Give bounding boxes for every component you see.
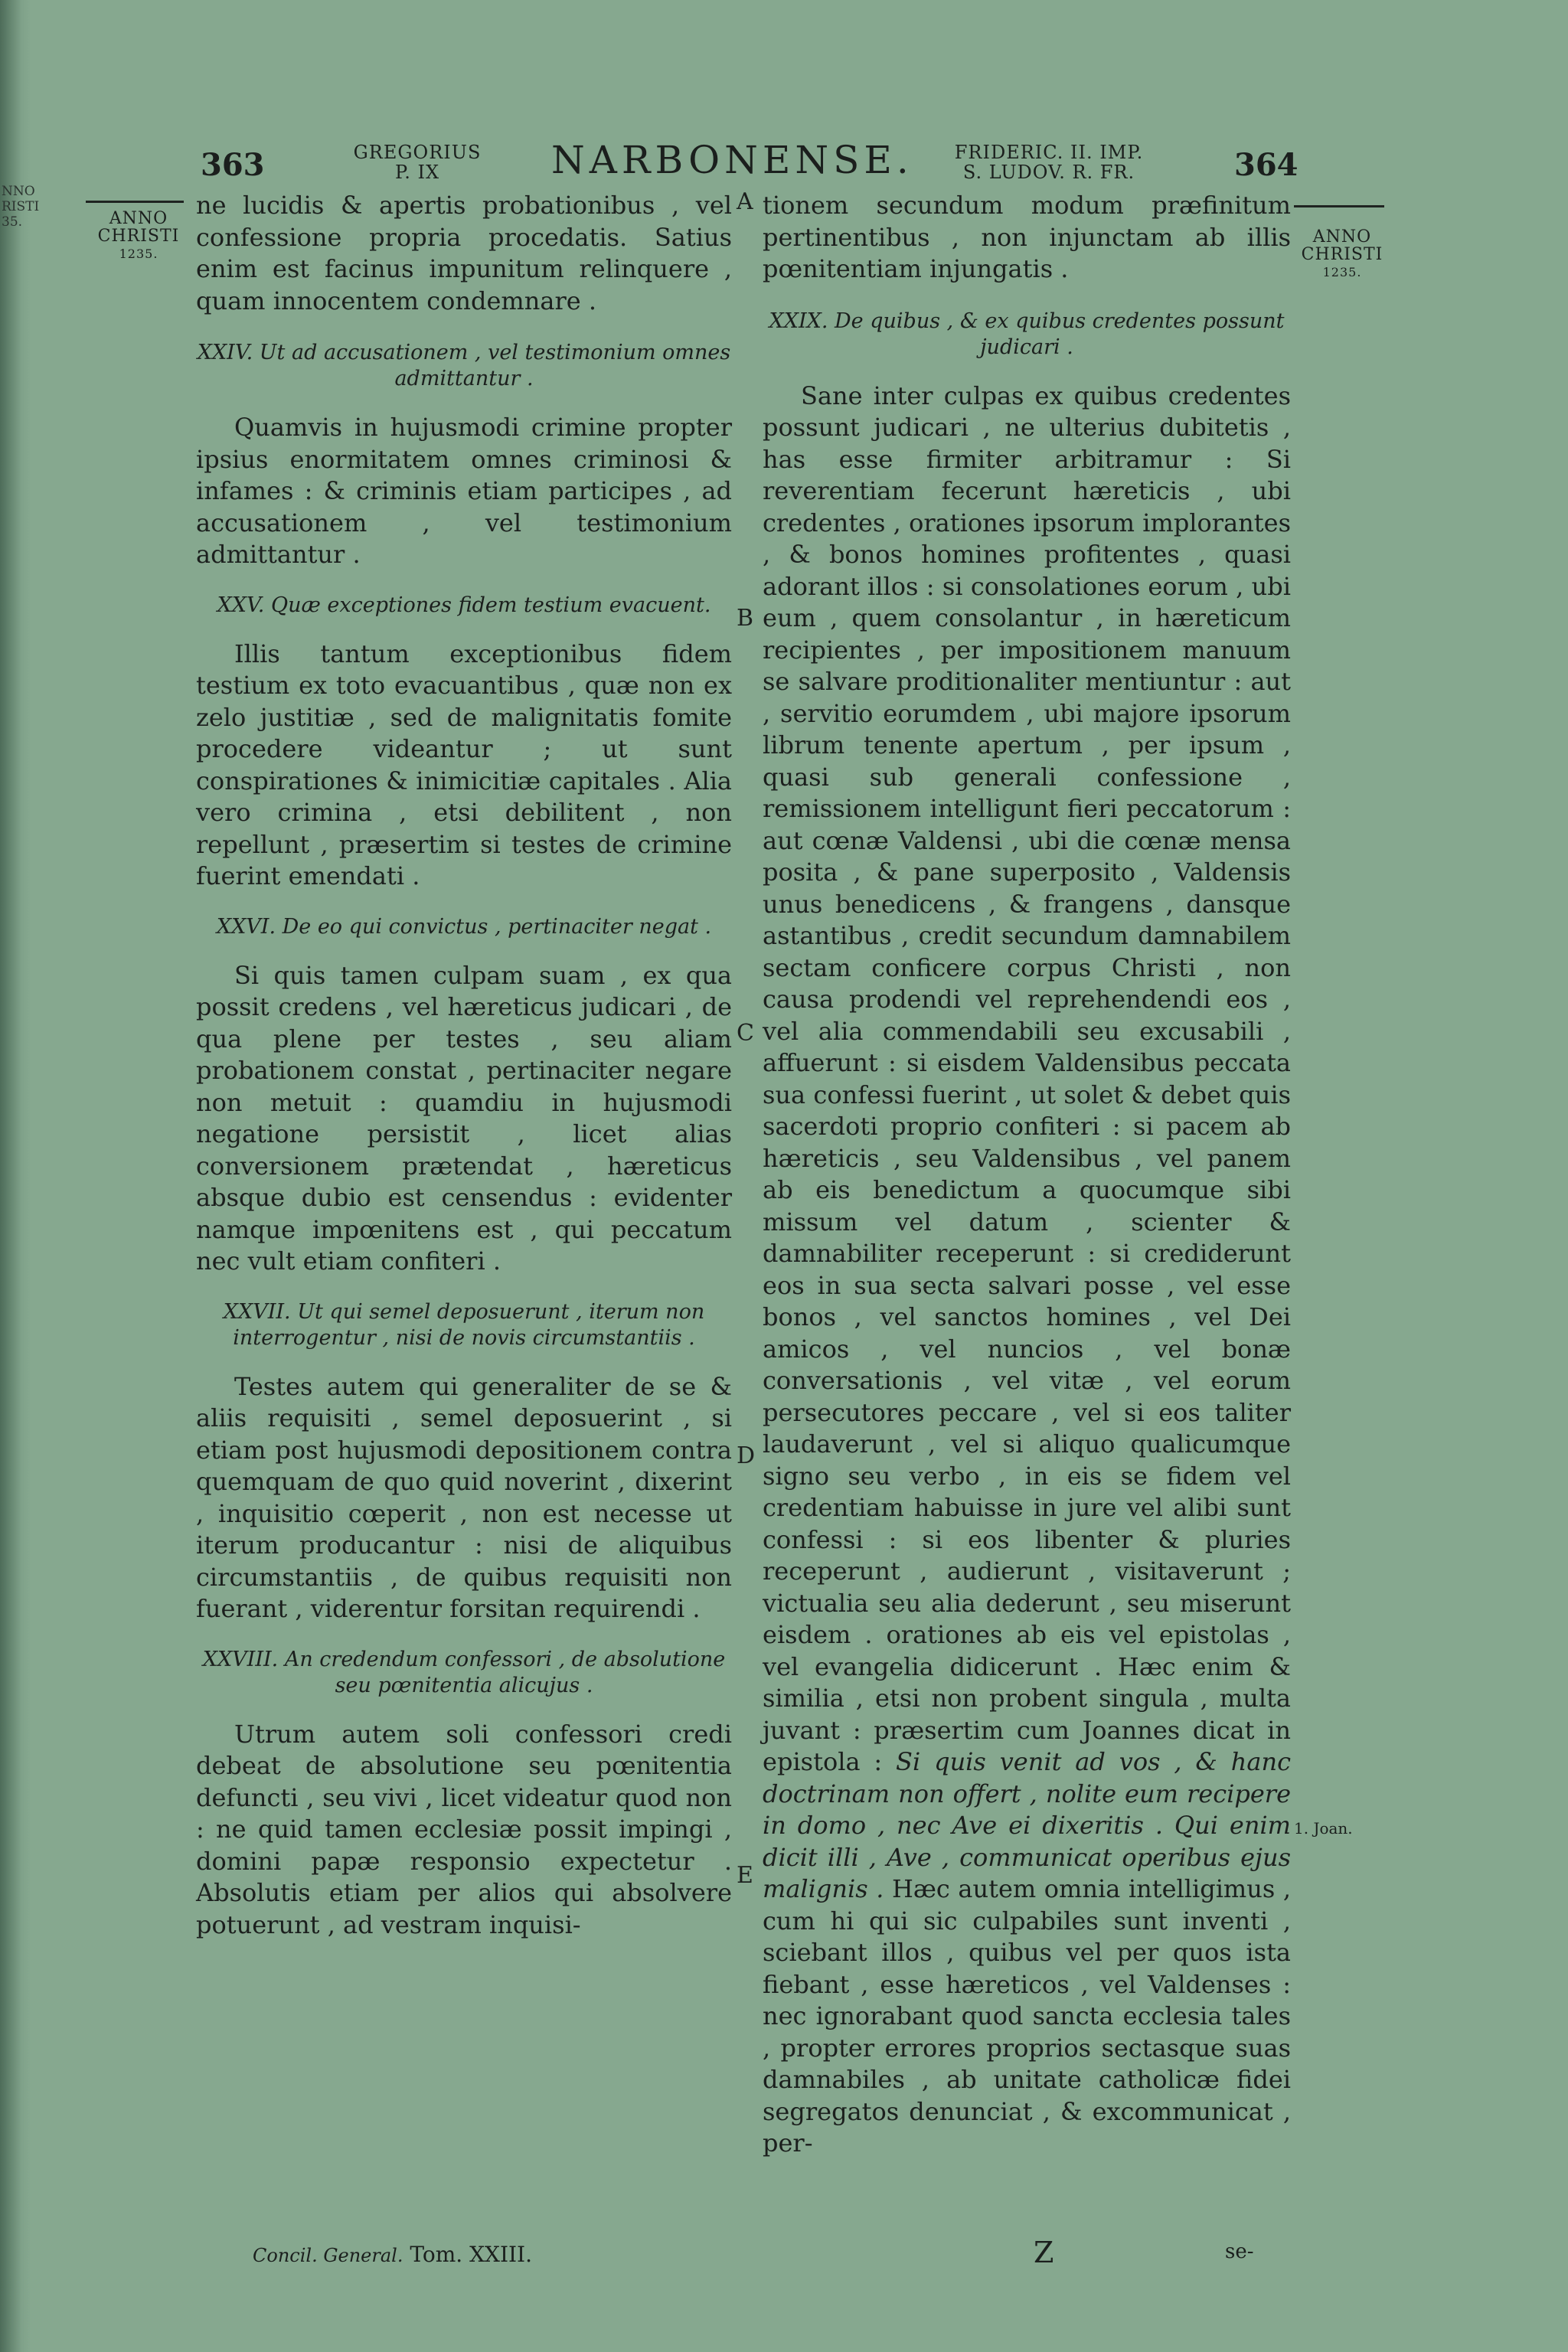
- section-letter-d: D: [737, 1442, 756, 1469]
- left-margin-year-note: ANNO CHRISTI 1235.: [97, 209, 180, 261]
- chapter-heading-xxv: XXV. Quæ exceptiones fidem testium evacuent.: [217, 593, 711, 617]
- paragraph: tionem secundum modum præfinitum pertinentibus , non injunctam ab illis pœnitentiam injungatis .: [763, 191, 1291, 283]
- section-letter-e: E: [737, 1862, 753, 1889]
- chapter-heading-xxix: XXIX. De quibus , & ex quibus credentes possunt judicari .: [769, 309, 1285, 359]
- left-column: [196, 190, 732, 1941]
- running-header: [0, 0, 1568, 191]
- page-title: NARBONENSE.: [551, 138, 913, 182]
- left-page-number: 363: [201, 147, 265, 183]
- right-margin-rule: [1294, 205, 1384, 207]
- paragraph: ne lucidis & apertis probationibus , vel confessione propria procedatis. Satius enim est facinus impunitum relinquere , quam innocentem condemnare .: [196, 191, 732, 315]
- right-page-number: 364: [1234, 147, 1298, 183]
- paragraph: Quamvis in hujusmodi crimine propter ipsius enormitatem omnes criminosi & infames : & criminis etiam participes , ad accusationem , vel testimonium admittantur .: [196, 413, 732, 569]
- previous-page-margin-fragment: NNO RISTI 35.: [2, 184, 40, 230]
- scripture-quote: Si quis venit ad vos , & hanc doctrinam non offert , nolite eum recipere in domo , nec Ave ei dixeritis . Qui enim dicit illi , Ave , communicat operibus ejus malignis .: [763, 1747, 1291, 1903]
- right-running-head: FRIDERIC. II. IMP. S. LUDOV. R. FR.: [954, 142, 1144, 183]
- chapter-heading-xxvi: XXVI. De eo qui convictus , pertinaciter negat .: [216, 914, 712, 939]
- chapter-heading-xxiv: XXIV. Ut ad accusationem , vel testimonium omnes admittantur .: [197, 341, 731, 390]
- catchword: se-: [1225, 2240, 1254, 2263]
- paragraph: Illis tantum exceptionibus fidem testium ex toto evacuantibus , quæ non ex zelo justitiæ , sed de malignitatis fomite procedere videantur ; ut sunt conspirationes & inimicitiæ capitales . Alia vero crimina , etsi debilitent , non repellunt , præsertim si testes de crimine fuerint emendati .: [196, 639, 732, 890]
- paragraph: Utrum autem soli confessori credi debeat de absolutione seu pœnitentia defuncti , seu vivi , licet videatur quod non : ne quid tamen ecclesiæ possit impingi , domini papæ responsio expectetur . Absolutis etiam per alios qui absolvere potuerunt , ad vestram inquisi-: [196, 1719, 732, 1939]
- left-margin-rule: [86, 201, 184, 203]
- scripture-reference: 1. Joan.: [1294, 1819, 1353, 1838]
- page-footer: Concil. General. Tom. XXIII.: [253, 2242, 533, 2267]
- paragraph: Sane inter culpas ex quibus credentes possunt judicari , ne ulterius dubitetis , has esse firmiter arbitramur : Si reverentiam fecerunt hæreticis , ubi credentes , orationes ipsorum implorantes , & bonos homines profitentes , quasi adorant illos : si consolationes eorum , ubi eum , quem consolantur , in hæreticum recipientes , per impositionem manuum se salvare proditionaliter mentiuntur : aut , servitio eorumdem , ubi majore ipsorum librum tenente apertum , per ipsum , quasi sub generali confessione , remissionem intelligunt fieri peccatorum : aut cœnæ Valdensi , ubi die cœnæ mensa posita , & pane superposito , Valdensis unus benedicens , & frangens , dansque astantibus , credit secundum damnabilem sectam conficere corpus Christi , non causa prodendi vel reprehendendi eos , vel alia commendabili seu excusabili , affuerunt : si eisdem Valdensibus peccata sua confessi fuerint , ut solet & debet quis sacerdoti proprio confiteri : si pacem ab hæreticis , seu Valdensibus , vel panem ab eis benedictum a quocumque sibi missum vel datum , scienter & damnabiliter receperunt : si crediderunt eos in sua secta salvari posse , vel esse bonos , vel sanctos homines , vel Dei amicos , vel nuncios , vel bonæ conversationis , vel vitæ , vel eorum persecutores peccare , vel si eos taliter laudaverunt , vel si aliquo qualicumque signo seu verbo , in eis se fidem vel credentiam habuisse in jure vel alibi sunt confessi : si eos libenter & pluries receperunt , audierunt , visitaverunt ; victualia seu alia dederunt , seu miserunt eisdem . orationes ab eis vel epistolas , vel evangelia didicerunt . Hæc enim & similia , etsi non probent singula , multa juvant : præsertim cum Joannes dicat in epistola : Si quis venit ad vos , & hanc doctrinam non offert , nolite eum recipere in domo , nec Ave ei dixeritis . Qui enim dicit illi , Ave , communicat operibus ejus malignis . Hæc autem omnia intelligimus , cum hi qui sic culpabiles sunt inventi , sciebant illos , quibus vel per quos ista fiebant , esse hæreticos , vel Valdenses : nec ignorabant quod sancta ecclesia tales , propter errores proprios sectasque suas damnabiles , ab unitate catholicæ fidei segregatos denunciat , & excommunicat , per-: [763, 381, 1292, 2158]
- section-letter-b: B: [737, 605, 754, 632]
- section-letter-a: A: [737, 188, 753, 215]
- section-letter-c: C: [737, 1020, 754, 1047]
- paragraph: Testes autem qui generaliter de se & aliis requisiti , semel deposuerint , si etiam post hujusmodi depositionem contra quemquam de quo quid noverint , dixerint , inquisitio cœperit , non est necesse ut iterum producantur : nisi de aliquibus circumstantiis , de quibus requisiti non fuerant , viderentur forsitan requirendi .: [196, 1371, 732, 1623]
- right-margin-year-note: ANNO CHRISTI 1235.: [1301, 227, 1383, 279]
- chapter-heading-xxvii: XXVII. Ut qui semel deposuerunt , iterum non interrogentur , nisi de novis circumstantiis .: [223, 1299, 705, 1350]
- paragraph: Si quis tamen culpam suam , ex qua possit credens , vel hæreticus judicari , de qua plene per testes , seu aliam probationem constat , pertinaciter negare non metuit : quamdiu in hujusmodi negatione persistit , licet alias conversionem prætendat , hæreticus absque dubio est censendus : evidenter namque impœnitens est , qui peccatum nec vult etiam confiteri .: [196, 960, 732, 1276]
- chapter-heading-xxviii: XXVIII. An credendum confessori , de absolutione seu pœnitentia alicujus .: [202, 1647, 726, 1697]
- previous-page-edge: [0, 0, 40, 2352]
- signature-mark: Z: [1034, 2236, 1054, 2269]
- left-running-head: GREGORIUS P. IX: [353, 142, 482, 183]
- right-column: [763, 190, 1291, 2160]
